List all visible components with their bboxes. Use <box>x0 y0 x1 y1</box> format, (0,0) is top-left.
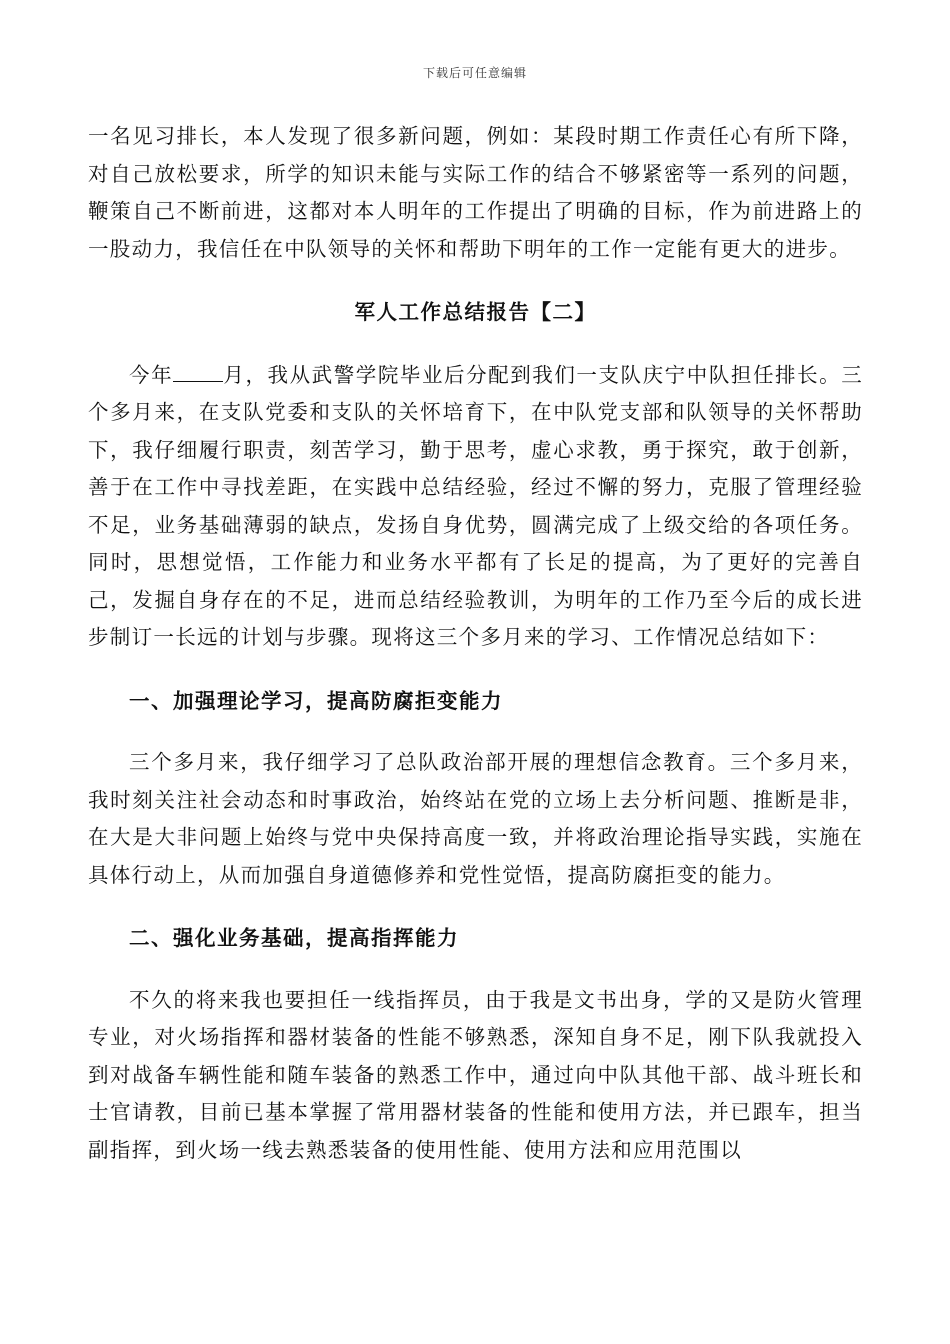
paragraph-business-foundation: 不久的将来我也要担任一线指挥员，由于我是文书出身，学的又是防火管理专业，对火场指挥和器材装备的性能不够熟悉，深知自身不足，刚下队我就投入到对战备车辆性能和随车装备的熟悉工作中，通过向中队其他干部、战斗班长和士官请教，目前已基本掌握了常用器材装备的性能和使用方法，并已跟车，担当副指挥，到火场一线去熟悉装备的使用性能、使用方法和应用范围以 <box>88 987 863 1162</box>
intro-text-rest: 月，我从武警学院毕业后分配到我们一支队庆宁中队担任排长。三个多月来，在支队党委和支队的关怀培育下，在中队党支部和队领导的关怀帮助下，我仔细履行职责，刻苦学习，勤于思考，虚心求教，勇于探究，敢于创新，善于在工作中寻找差距，在实践中总结经验，经过不懈的努力，克服了管理经验不足，业务基础薄弱的缺点，发扬自身优势，圆满完成了上级交给的各项任务。同时，思想觉悟，工作能力和业务水平都有了长足的提高，为了更好的完善自己，发掘自身存在的不足，进而总结经验教训，为明年的工作乃至今后的成长进步制订一长远的计划与步骤。现将这三个多月来的学习、工作情况总结如下： <box>88 362 863 649</box>
intro-text-start: 今年 <box>129 362 174 387</box>
section-heading-1: 一、加强理论学习，提高防腐拒变能力 <box>129 688 503 713</box>
report-title: 军人工作总结报告【二】 <box>354 300 597 324</box>
section-heading-2: 二、强化业务基础，提高指挥能力 <box>129 926 459 950</box>
paragraph-continuation: 一名见习排长，本人发现了很多新问题，例如：某段时期工作责任心有所下降，对自己放松要求，所学的知识未能与实际工作的结合不够紧密等一系列的问题，鞭策自己不断前进，这都对本人明年的工作提出了明确的目标，作为前进路上的一股动力，我信任在中队领导的关怀和帮助下明年的工作一定能有更大的进步。 <box>88 124 863 261</box>
paragraph-intro <box>88 357 863 657</box>
document-body <box>88 118 863 1169</box>
page-header-note: 下载后可任意编辑 <box>422 66 527 80</box>
paragraph-theory-study: 三个多月来，我仔细学习了总队政治部开展的理想信念教育。三个多月来，我时刻关注社会动态和时事政治，始终站在党的立场上去分析问题、推断是非，在大是大非问题上始终与党中央保持高度一致，并将政治理论指导实践，实施在具体行动上，从而加强自身道德修养和党性觉悟，提高防腐拒变的能力。 <box>88 750 863 887</box>
fill-in-blank <box>173 363 223 382</box>
